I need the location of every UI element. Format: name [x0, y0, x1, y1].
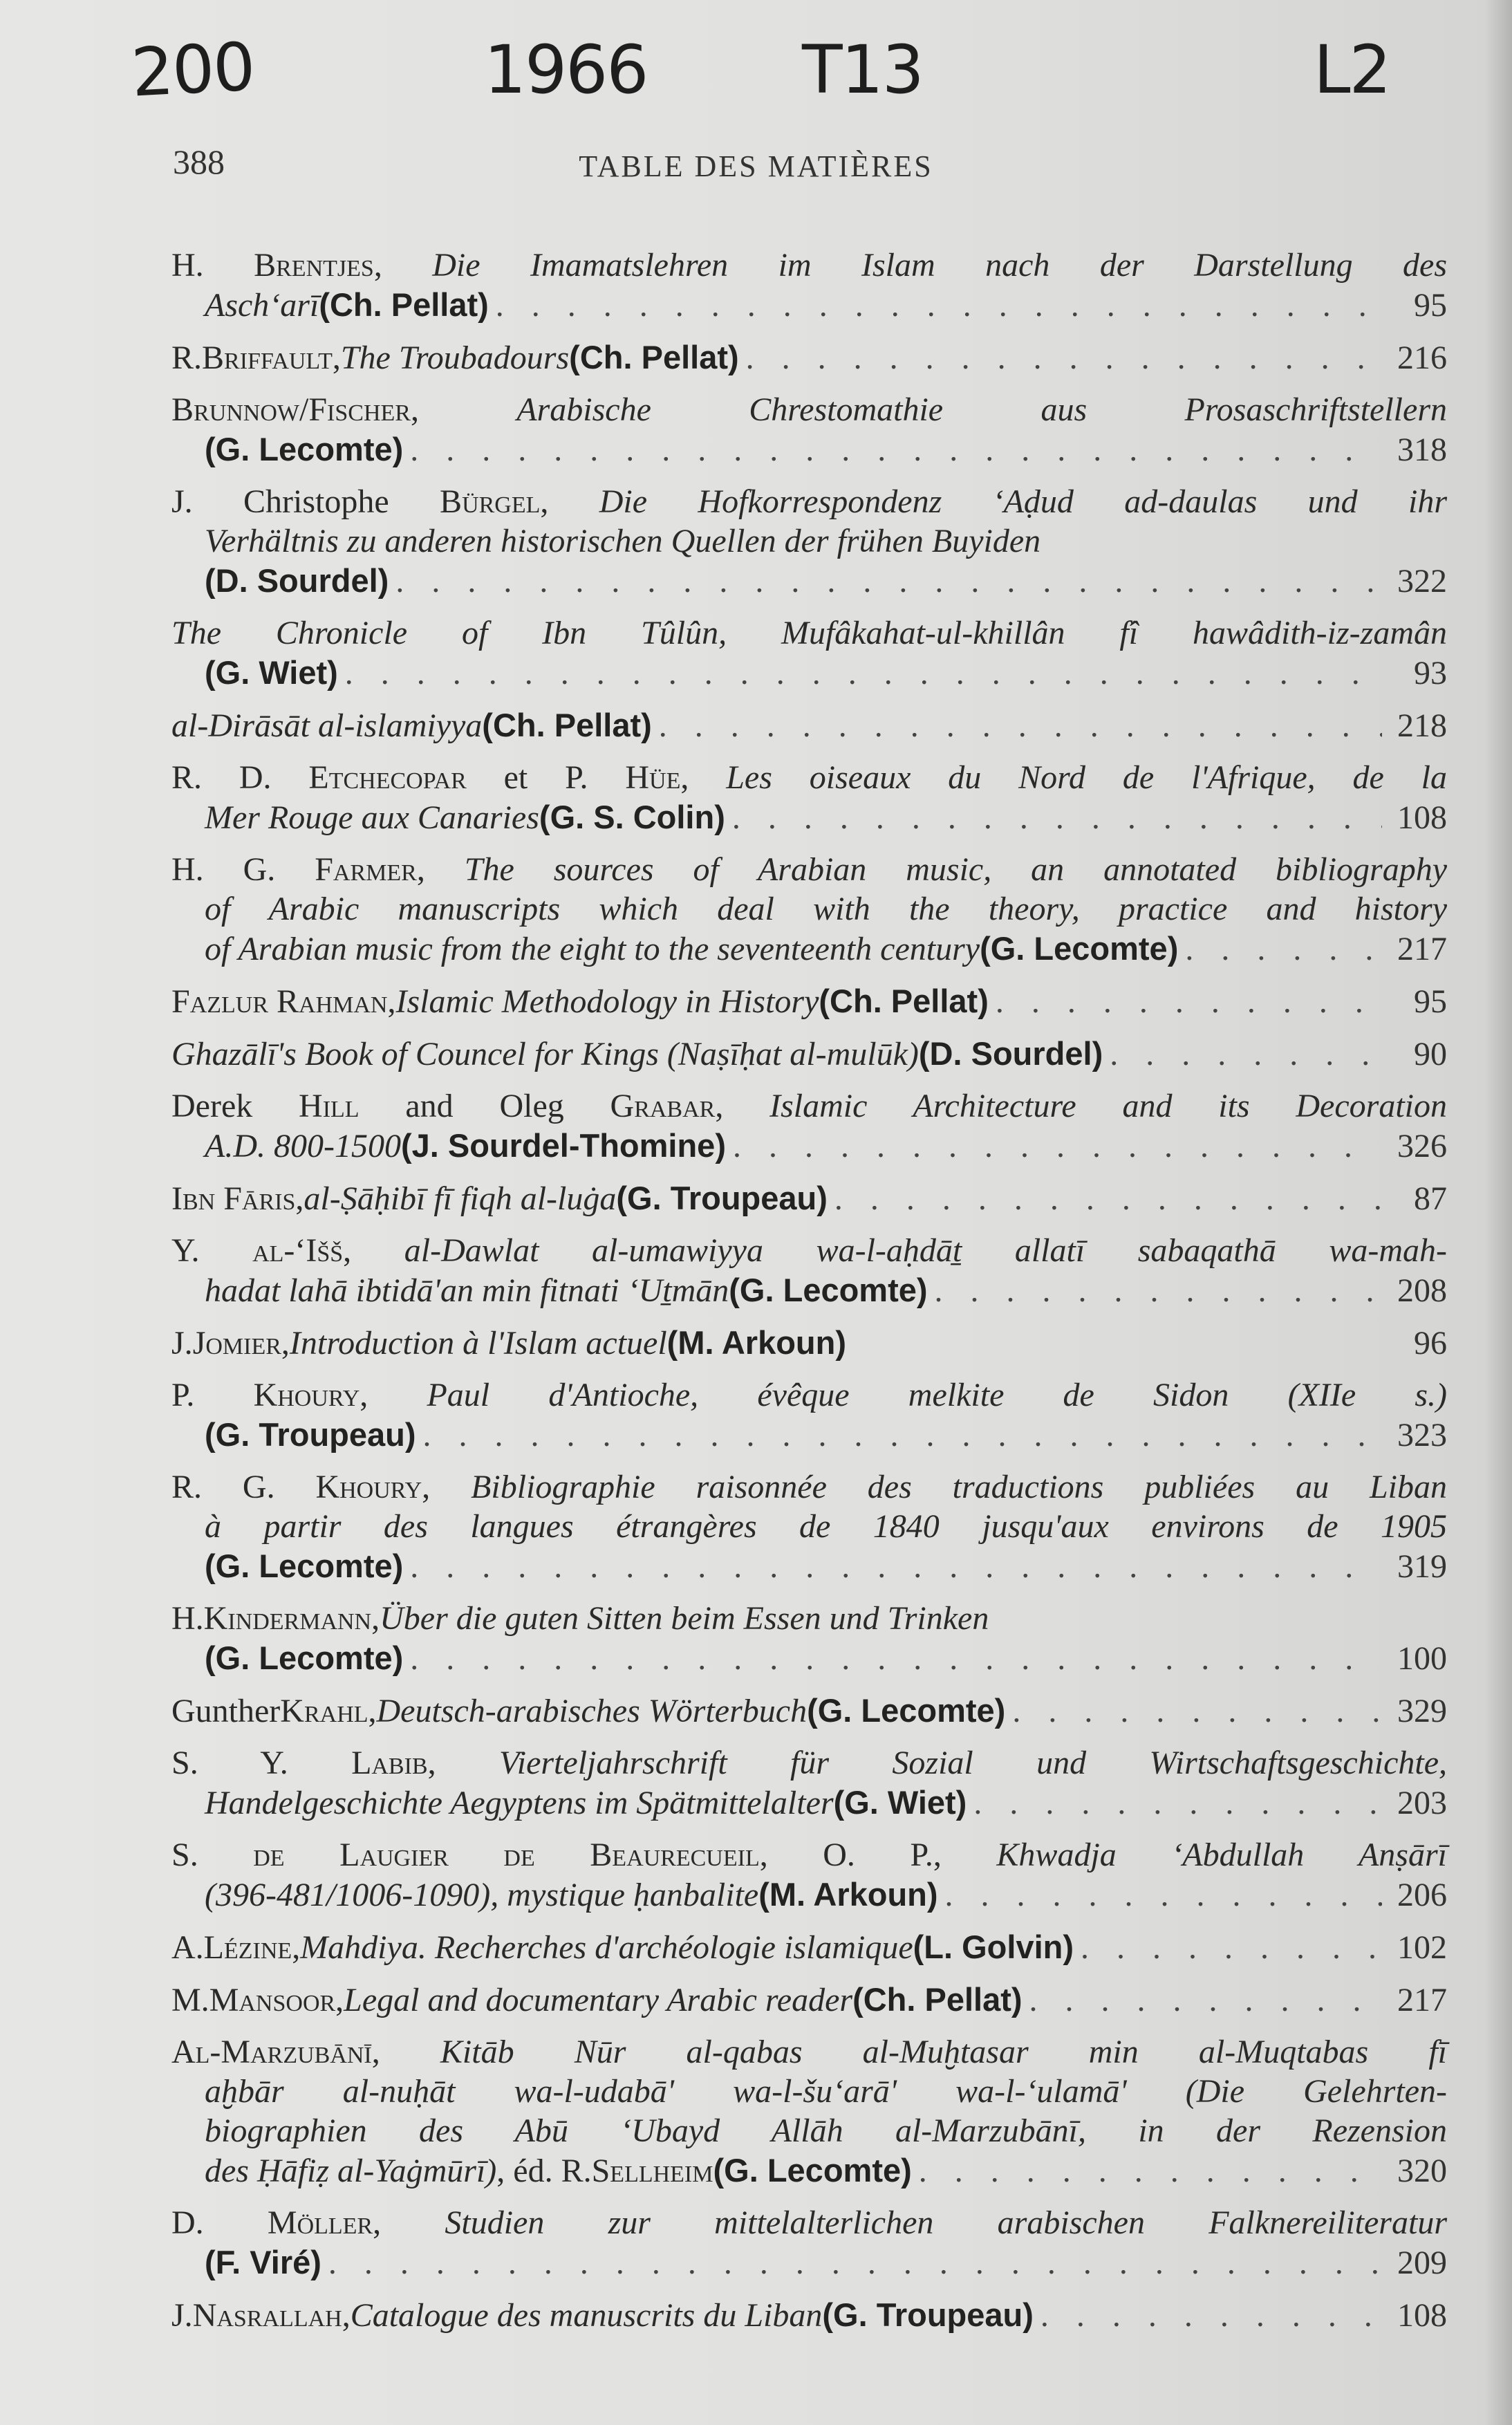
- author-prefix: S.: [171, 1837, 254, 1873]
- reviewer: (G. Lecomte): [205, 431, 404, 467]
- author-prefix: Y.: [171, 1232, 253, 1269]
- toc-entry-line: [171, 1783, 1447, 1822]
- book-title: The sources of Arabian music, an annotated bibliography: [464, 851, 1448, 888]
- toc-entry-line: [171, 1415, 1447, 1454]
- toc-entry-line: [171, 1126, 1447, 1165]
- toc-entry: [171, 2032, 1447, 2190]
- reviewer: (G. Wiet): [205, 654, 338, 691]
- author-name: Ibn Fāris: [171, 1180, 296, 1217]
- handwritten-note: T13: [802, 31, 923, 109]
- book-title: hadat lahā ibtidā'an min fitnati ‘Uṯmān: [205, 1272, 729, 1309]
- page-ref: 318: [1397, 431, 1447, 468]
- book-title: Legal and documentary Arabic reader: [344, 1982, 853, 2018]
- author-prefix: M.: [171, 1982, 209, 2018]
- book-title: Kitāb Nūr al-qabas al-Muḫtasar min al-Muqtabas fī: [440, 2034, 1448, 2070]
- separator: ,: [416, 851, 465, 888]
- toc-entry: [171, 2203, 1447, 2282]
- page-ref: 203: [1397, 1785, 1447, 1821]
- author-name: Lézine: [203, 1929, 292, 1966]
- book-title: The Chronicle of Ibn Tûlûn, Mufâkahat-ul-khillân fî hawâdith-iz-zamân: [171, 615, 1447, 651]
- author-prefix: A.: [171, 1929, 204, 1966]
- author-name: Al-Marzubānī: [171, 2034, 372, 2070]
- toc-entry-line: [171, 2150, 1447, 2190]
- reviewer: (D. Sourdel): [205, 562, 389, 599]
- book-title: Verhältnis zu anderen historischen Quellen der frühen Buyiden: [205, 523, 1041, 559]
- toc-entry: [171, 1323, 1447, 1362]
- separator: ,: [373, 2204, 445, 2241]
- page-ref: 217: [1397, 931, 1447, 967]
- toc-entry-line: [171, 1927, 1447, 1967]
- toc-entry-line: [171, 1086, 1447, 1126]
- book-title: al-Dawlat al-umawiyya wa-l-aḥdāṯ allatī sabaqathā wa-mah-: [404, 1232, 1448, 1269]
- page-ref: 87: [1414, 1180, 1447, 1217]
- toc-entry: [171, 1691, 1447, 1730]
- toc-entry: [171, 1231, 1447, 1310]
- toc-entry-line: [171, 1270, 1447, 1310]
- dot-leader: [1040, 2296, 1382, 2335]
- author-name: Khoury: [315, 1469, 422, 1505]
- toc-entry-line: [171, 1599, 1447, 1638]
- author-prefix: P.: [171, 1377, 254, 1413]
- author-name: Hüe: [625, 759, 681, 796]
- book-title: Asch‘arī: [205, 287, 319, 324]
- separator: , O. P.,: [759, 1837, 997, 1873]
- book-title: Les oiseaux du Nord de l'Afrique, de la: [726, 759, 1448, 796]
- dot-leader: [732, 798, 1382, 837]
- page-ref: 322: [1397, 563, 1447, 600]
- reviewer: (G. Lecomte): [713, 2152, 912, 2189]
- page-ref: 216: [1397, 340, 1447, 376]
- page-ref: 95: [1414, 983, 1447, 1020]
- toc-entry-line: [171, 337, 1447, 377]
- toc-entry-line: [171, 2032, 1447, 2072]
- author-name: Kindermann: [203, 1600, 372, 1637]
- dot-leader: [410, 1547, 1382, 1586]
- page-ref: 108: [1397, 2297, 1447, 2334]
- author-prefix: and Oleg: [359, 1088, 610, 1124]
- dot-leader: [935, 1271, 1382, 1310]
- separator: ,: [360, 1377, 427, 1413]
- toc-entry: [171, 758, 1447, 837]
- author-prefix: S. Y.: [171, 1745, 352, 1781]
- author-prefix: Gunther: [171, 1693, 281, 1729]
- author-prefix: R.: [171, 340, 203, 376]
- toc-entry-line: [171, 1375, 1447, 1415]
- reviewer: (F. Viré): [205, 2244, 321, 2280]
- dot-leader: [834, 1179, 1382, 1218]
- separator: ,: [540, 483, 599, 520]
- page-number: 388: [173, 142, 225, 181]
- author-name: Krahl: [280, 1693, 368, 1729]
- page-ref: 96: [1414, 1325, 1447, 1362]
- toc-entry: [171, 390, 1447, 469]
- toc-entry-line: [171, 285, 1447, 324]
- toc-entry-line: [171, 429, 1447, 469]
- reviewer: (G. Troupeau): [205, 1416, 416, 1453]
- author-name: Bürgel: [440, 483, 541, 520]
- page-ref: 209: [1397, 2245, 1447, 2281]
- reviewer: (Ch. Pellat): [569, 339, 739, 375]
- page-ref: 93: [1414, 655, 1447, 691]
- reviewer: (L. Golvin): [913, 1929, 1074, 1965]
- separator: ,: [371, 2034, 440, 2070]
- page-ref: 95: [1414, 287, 1447, 324]
- author-prefix: R. G.: [171, 1469, 316, 1505]
- toc-entry-line: [171, 1467, 1447, 1507]
- book-title: A.D. 800-1500: [205, 1128, 401, 1164]
- dot-leader: [496, 286, 1382, 325]
- author-prefix: et P.: [466, 759, 626, 796]
- toc-entry-line: [171, 1034, 1447, 1073]
- separator: ,: [410, 391, 517, 428]
- toc-entry: [171, 482, 1447, 600]
- toc-entry: [171, 1034, 1447, 1073]
- toc-entry-line: [171, 981, 1447, 1021]
- author-prefix: H.: [171, 1600, 204, 1637]
- book-title: Arabische Chrestomathie aus Prosaschriftstellern: [516, 391, 1447, 428]
- toc-entry-line: [171, 1178, 1447, 1218]
- handwritten-note: L2: [1314, 31, 1390, 109]
- toc-entry: [171, 1980, 1447, 2019]
- author-prefix: Derek: [171, 1088, 299, 1124]
- separator: ,: [343, 1232, 404, 1269]
- author-name: Mansoor: [209, 1982, 336, 2018]
- toc-entry: [171, 1927, 1447, 1967]
- toc-entry-line: [171, 850, 1447, 889]
- author-name: al-‘Išš: [252, 1232, 344, 1269]
- handwritten-note: 200: [129, 28, 256, 112]
- separator: ,: [422, 1469, 472, 1505]
- toc-entry-line: [171, 1875, 1447, 1914]
- author-name: Khoury: [253, 1377, 360, 1413]
- reviewer: (M. Arkoun): [758, 1876, 938, 1913]
- toc-entry-line: [171, 2111, 1447, 2150]
- book-title: Handelgeschichte Aegyptens im Spätmittelalter: [205, 1785, 834, 1821]
- toc-entry-line: [171, 1546, 1447, 1586]
- dot-leader: [345, 653, 1382, 693]
- author-prefix: J.: [171, 1325, 193, 1362]
- toc-entry: [171, 1599, 1447, 1678]
- reviewer: (Ch. Pellat): [319, 286, 489, 323]
- reviewer: (G. Wiet): [833, 1784, 967, 1821]
- author-name: de Laugier de Beaurecueil: [253, 1837, 760, 1873]
- author-prefix: J. Christophe: [171, 483, 440, 520]
- book-title: Vierteljahrschrift für Sozial und Wirtschaftsgeschichte,: [498, 1745, 1448, 1781]
- toc-entry-line: [171, 758, 1447, 797]
- toc-entry: [171, 337, 1447, 377]
- page-ref: 100: [1397, 1640, 1447, 1677]
- reviewer: (G. Lecomte): [729, 1272, 928, 1308]
- book-title: à partir des langues étrangères de 1840 jusqu'aux environs de 1905: [205, 1508, 1447, 1545]
- author-name: Hill: [299, 1088, 360, 1124]
- reviewer: (Ch. Pellat): [482, 707, 652, 743]
- reviewer: (D. Sourdel): [918, 1035, 1103, 1072]
- book-title: aḫbār al-nuḥāt wa-l-udabā' wa-l-šu‘arā' wa-l-‘ulamā' (Die Gelehrten-: [205, 2073, 1447, 2110]
- toc-entry-line: [171, 2072, 1447, 2111]
- dot-leader: [659, 706, 1382, 745]
- toc-entry-line: [171, 653, 1447, 692]
- author-name: Jomier: [192, 1325, 281, 1362]
- toc-entry-line: [171, 929, 1447, 968]
- page-ref: 326: [1397, 1128, 1447, 1164]
- author-name: Farmer: [315, 851, 417, 888]
- author-name: Fazlur Rahman: [171, 983, 388, 1020]
- book-title: Die Hofkorrespondenz ‘Aḍud ad-daulas und ihr: [599, 483, 1447, 520]
- toc-entry-line: [171, 482, 1447, 521]
- reviewer: (Ch. Pellat): [819, 983, 989, 1019]
- toc-entry-line: [171, 521, 1447, 561]
- reviewer: (J. Sourdel-Thomine): [400, 1127, 726, 1164]
- toc-entry-line: [171, 1743, 1447, 1783]
- toc-entry-line: [171, 613, 1447, 653]
- page-ref: 108: [1397, 799, 1447, 836]
- dot-leader: [328, 2243, 1382, 2283]
- book-title: Catalogue des manuscrits du Liban: [350, 2297, 823, 2334]
- dot-leader: [395, 561, 1382, 601]
- dot-leader: [410, 1639, 1382, 1678]
- separator: ,: [387, 983, 396, 1020]
- reviewer: (G. Troupeau): [616, 1180, 828, 1216]
- book-title: biographien des Abū ‘Ubayd Allāh al-Marzubānī, in der Rezension: [205, 2112, 1447, 2149]
- separator: ,: [368, 1693, 377, 1729]
- author-prefix: H.: [171, 247, 254, 284]
- toc-entry-line: [171, 561, 1447, 600]
- dot-leader: [733, 1126, 1382, 1166]
- dot-leader: [746, 338, 1382, 378]
- editor-prefix: , éd. R.: [496, 2153, 592, 2189]
- toc-entry-line: [171, 1231, 1447, 1270]
- page-ref: 320: [1397, 2153, 1447, 2189]
- separator: ,: [427, 1745, 499, 1781]
- toc-entry: [171, 613, 1447, 692]
- dot-leader: [410, 430, 1382, 470]
- toc-entry-line: [171, 390, 1447, 429]
- toc-entry: [171, 245, 1447, 324]
- separator: ,: [281, 1325, 290, 1362]
- reviewer: (G. Lecomte): [205, 1548, 404, 1584]
- table-of-contents: [171, 245, 1447, 2348]
- editor-name: Sellheim: [591, 2153, 713, 2189]
- toc-entry-line: [171, 1835, 1447, 1875]
- reviewer: (G. S. Colin): [539, 799, 725, 835]
- book-title: al-Dirāsāt al-islamiyya: [171, 707, 483, 744]
- page-ref: 90: [1414, 1036, 1447, 1072]
- author-name: Möller: [267, 2204, 373, 2241]
- separator: ,: [715, 1088, 770, 1124]
- separator: ,: [680, 759, 727, 796]
- page-ref: 319: [1397, 1548, 1447, 1585]
- toc-entry: [171, 1835, 1447, 1914]
- toc-entry: [171, 1743, 1447, 1822]
- separator: ,: [292, 1929, 301, 1966]
- toc-entry: [171, 2295, 1447, 2334]
- toc-entry: [171, 1375, 1447, 1454]
- toc-entry-line: [171, 1980, 1447, 2019]
- page-edge-shadow: [1484, 0, 1512, 2425]
- toc-entry: [171, 1467, 1447, 1586]
- toc-entry: [171, 1178, 1447, 1218]
- book-title: Islamic Architecture and its Decoration: [769, 1088, 1448, 1124]
- author-name: Labib: [351, 1745, 428, 1781]
- page-ref: 217: [1397, 1982, 1447, 2018]
- book-title: al-Ṣāḥibī fī fiqh al-luġa: [304, 1180, 617, 1217]
- author-name: Brunnow/Fischer: [171, 391, 411, 428]
- dot-leader: [1081, 1928, 1382, 1967]
- book-title: des Ḥāfiẓ al-Yaġmūrī): [205, 2153, 497, 2189]
- author-name: Brentjes: [254, 247, 374, 284]
- book-title: Introduction à l'Islam actuel: [289, 1325, 667, 1362]
- book-title: Paul d'Antioche, évêque melkite de Sidon (XIIe s.): [427, 1377, 1448, 1413]
- book-title: Die Imamatslehren im Islam nach der Darstellung des: [432, 247, 1448, 284]
- toc-entry-line: [171, 889, 1447, 929]
- dot-leader: [973, 1783, 1382, 1823]
- handwritten-note: 1966: [484, 31, 648, 109]
- running-title: TABLE DES MATIÈRES: [579, 149, 933, 183]
- reviewer: (G. Lecomte): [205, 1639, 404, 1676]
- toc-entry-line: [171, 1507, 1447, 1546]
- toc-entry-line: [171, 1323, 1447, 1362]
- book-title: Über die guten Sitten beim Essen und Trinken: [380, 1600, 989, 1637]
- dot-leader: [1012, 1691, 1382, 1731]
- author-prefix: D.: [171, 2204, 268, 2241]
- dot-leader: [1185, 929, 1382, 969]
- toc-entry: [171, 1086, 1447, 1165]
- reviewer: (Ch. Pellat): [852, 1981, 1023, 2018]
- toc-entry-line: [171, 2295, 1447, 2334]
- book-title: Studien zur mittelalterlichen arabischen Falknereiliteratur: [445, 2204, 1447, 2241]
- dot-leader: [1029, 1980, 1382, 2020]
- page-ref: 323: [1397, 1417, 1447, 1453]
- page-ref: 206: [1397, 1877, 1447, 1913]
- toc-entry: [171, 705, 1447, 745]
- book-title: of Arabic manuscripts which deal with the theory, practice and history: [205, 891, 1447, 927]
- separator: ,: [342, 2297, 351, 2334]
- toc-entry-line: [171, 1691, 1447, 1730]
- separator: ,: [373, 247, 433, 284]
- reviewer: (G. Troupeau): [822, 2296, 1034, 2333]
- book-title: Mahdiya. Recherches d'archéologie islamique: [300, 1929, 913, 1966]
- book-title: The Troubadours: [340, 340, 570, 376]
- author-prefix: R. D.: [171, 759, 309, 796]
- book-title: Ghazālī's Book of Councel for Kings (Naṣīḥat al-mulūk): [171, 1036, 919, 1072]
- dot-leader: [996, 982, 1382, 1021]
- reviewer: (G. Lecomte): [980, 930, 1179, 967]
- page-ref: 218: [1397, 707, 1447, 744]
- reviewer: (G. Lecomte): [807, 1692, 1006, 1729]
- book-title: Bibliographie raisonnée des traductions publiées au Liban: [471, 1469, 1447, 1505]
- author-name: Briffault: [202, 340, 333, 376]
- dot-leader: [423, 1415, 1383, 1455]
- dot-leader: [1110, 1034, 1382, 1074]
- reviewer: (M. Arkoun): [666, 1324, 846, 1361]
- toc-entry-line: [171, 2203, 1447, 2242]
- book-title: (396-481/1006-1090), mystique ḥanbalite: [205, 1877, 759, 1913]
- toc-entry: [171, 850, 1447, 968]
- toc-entry-line: [171, 1638, 1447, 1678]
- author-prefix: J.: [171, 2297, 193, 2334]
- book-title: of Arabian music from the eight to the seventeenth century: [205, 931, 980, 967]
- separator: ,: [335, 1982, 344, 2018]
- dot-leader: [945, 1875, 1382, 1915]
- toc-entry-line: [171, 2242, 1447, 2282]
- toc-entry-line: [171, 245, 1447, 285]
- toc-entry-line: [171, 705, 1447, 745]
- author-name: Nasrallah: [192, 2297, 342, 2334]
- separator: ,: [332, 340, 341, 376]
- book-title: Khwadja ‘Abdullah Anṣārī: [996, 1837, 1447, 1873]
- book-title: Deutsch-arabisches Wörterbuch: [376, 1693, 808, 1729]
- book-title: Mer Rouge aux Canaries: [205, 799, 539, 836]
- author-name: Etchecopar: [308, 759, 467, 796]
- toc-entry-line: [171, 797, 1447, 837]
- page-ref: 208: [1397, 1272, 1447, 1309]
- separator: ,: [295, 1180, 304, 1217]
- page-ref: 102: [1397, 1929, 1447, 1966]
- author-name: Grabar: [610, 1088, 716, 1124]
- separator: ,: [371, 1600, 380, 1637]
- page-ref: 329: [1397, 1693, 1447, 1729]
- toc-entry: [171, 981, 1447, 1021]
- book-title: Islamic Methodology in History: [395, 983, 819, 1020]
- dot-leader: [919, 2151, 1382, 2191]
- author-prefix: H. G.: [171, 851, 315, 888]
